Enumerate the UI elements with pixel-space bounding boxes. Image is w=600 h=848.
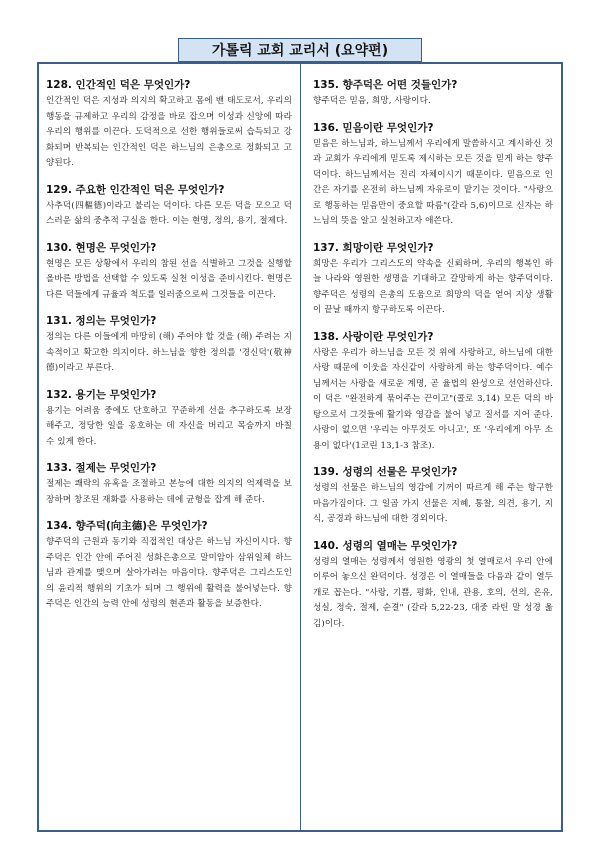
answer-text: 사랑은 우리가 하느님을 모든 것 위에 사랑하고, 하느님에 대한 사랑 때문에 이웃을 자신같이 사랑하게 하는 향주덕이다. 예수님께서는 사랑을 새로운 계명, 곧 율법의 완성으로 선언하신다. 이 덕은 "완전하게 묶어주는 끈이고"(콜로 3,14) 모든 덕의 바탕으로서 그것들에 활기와 영감을 불어 넣고 질서를 지어 준다. 사랑이 없으면 '우리는 아무것도 아니고', 또 '우리에게 아무 소용이 없다'(1코린 13,1-3 참조). — [313, 347, 553, 451]
answer-text: 절제는 쾌락의 유혹을 조절하고 본능에 대한 의지의 억제력을 보장하며 창조된 재화를 사용하는 데에 균형을 잡게 해 준다. — [46, 479, 292, 505]
qa-item — [46, 461, 292, 508]
answer-text: 현명은 모든 상황에서 우리의 참된 선을 식별하고 그것을 실행할 올바른 방법을 선택할 수 있도록 실천 이성을 준비시킨다. 현명은 다른 덕들에게 규율과 척도를 일러줌으로써 그것들을 이끈다. — [46, 258, 292, 300]
qa-item — [313, 121, 553, 230]
question-heading: 129. 주요한 인간적인 덕은 무엇인가? — [46, 183, 225, 196]
answer-text: 희망은 우리가 그리스도의 약속을 신뢰하며, 우리의 행복인 하늘 나라와 영원한 생명을 기대하고 갈망하게 하는 향주덕이다. 향주덕은 성령의 은총의 도움으로 희망의 덕을 얻어 지상 생활이 끝날 때까지 항구하도록 이끈다. — [313, 258, 553, 315]
question-heading: 138. 사랑이란 무엇인가? — [313, 330, 434, 343]
question-heading: 136. 믿음이란 무엇인가? — [313, 121, 434, 134]
answer-text: 향주덕의 근원과 동기와 직접적인 대상은 하느님 자신이시다. 향주덕은 인간 안에 주어진 성화은총으로 말미암아 삼위일체 하느님과 관계를 맺으며 살아가려는 마음이다. 향주덕은 그리스도인의 윤리적 행위의 기초가 되며 그 행위에 활력을 불어넣는다. 향주덕은 인간의 능력 안에 성령의 현존과 활동을 보증한다. — [46, 537, 292, 609]
question-heading: 132. 용기는 무엇인가? — [46, 388, 157, 401]
question-heading: 130. 현명은 무엇인가? — [46, 241, 157, 254]
qa-item — [313, 539, 553, 633]
question-heading: 135. 향주덕은 어떤 것들인가? — [313, 79, 458, 91]
qa-item — [46, 78, 292, 172]
answer-text: 성령의 선물은 하느님의 영감에 기꺼이 따르게 해 주는 항구한 마음가짐이다. 그 일곱 가지 선물은 지혜, 통찰, 의견, 용기, 지식, 공경과 하느님에 대한 경외이다. — [313, 483, 553, 524]
qa-item — [313, 241, 553, 319]
qa-item — [46, 519, 292, 613]
answer-text: 인간적인 덕은 지성과 의지의 확고하고 몸에 밴 태도로서, 우리의 행동을 규제하고 우리의 감정을 바로 잡으며 이성과 신앙에 따라 우리의 행위를 이끈다. 도덕적으로 선한 행위들로써 습득되고 강화되며 반복되는 인간적인 덕은 하느님의 은총으로 정화되고 고양된다. — [46, 96, 292, 168]
question-heading: 128. 인간적인 덕은 무엇인가? — [46, 79, 191, 91]
answer-text: 향주덕은 믿음, 희망, 사랑이다. — [313, 96, 431, 106]
question-heading: 131. 정의는 무엇인가? — [46, 315, 157, 327]
qa-item — [46, 241, 292, 304]
qa-item — [46, 314, 292, 377]
qa-item — [313, 78, 553, 110]
answer-text: 성령의 열매는 성령께서 영원한 영광의 첫 열매로서 우리 안에 이루어 놓으신 완덕이다. 성경은 이 열매들을 다음과 같이 열두 개로 꼽는다. "사랑, 기쁨, 평화, 인내, 관용, 호의, 선의, 온유, 성실, 정숙, 절제, 순결" (갈라 5,22-23, 대중 라틴 말 성경 옮김)이다. — [313, 556, 553, 629]
right-column — [313, 78, 553, 632]
left-column — [46, 78, 292, 613]
page-title: 가톨릭 교회 교리서 (요약편) — [178, 38, 422, 62]
question-heading: 140. 성령의 열매는 무엇인가? — [313, 539, 458, 552]
answer-text: 정의는 다른 이들에게 마땅히 (해) 주어야 할 것을 (해) 주려는 지속적이고 확고한 의지이다. 하느님을 향한 정의를 '경신덕'(敬神德)이라고 부른다. — [46, 332, 292, 373]
answer-text: 믿음은 하느님과, 하느님께서 우리에게 말씀하시고 계시하신 것과 교회가 우리에게 믿도록 제시하는 모든 것을 믿게 하는 향주덕이다. 하느님께서는 진리 자체이시기 때문이다. 믿음으로 인간은 자기를 온전히 하느님께 자유로이 맡기는 것이다. "사랑으로 행동하는 믿음만이 중요할 따름"(갈라 5,6)이므로 신자는 하느님의 뜻을 알고 실천하고자 애쓴다. — [313, 138, 553, 226]
qa-item — [46, 388, 292, 451]
answer-text: 사추덕(四樞德)이라고 불리는 덕이다. 다른 모든 덕을 모으고 덕스러운 삶의 중추적 구실을 한다. 이는 현명, 정의, 용기, 절제다. — [46, 200, 292, 226]
column-divider — [300, 62, 301, 832]
answer-text: 용기는 어려움 중에도 단호하고 꾸준하게 선을 추구하도록 보장해주고, 정당한 일을 옹호하는 데 자신을 버리고 목숨까지 바칠 수 있게 한다. — [46, 405, 292, 447]
qa-item — [313, 465, 553, 528]
qa-item — [46, 183, 292, 230]
qa-item — [313, 330, 553, 455]
question-heading: 134. 향주덕(向主德)은 무엇인가? — [46, 520, 208, 532]
question-heading: 139. 성령의 선물은 무엇인가? — [313, 466, 458, 478]
question-heading: 137. 희망이란 무엇인가? — [313, 241, 434, 254]
question-heading: 133. 절제는 무엇인가? — [46, 462, 157, 474]
